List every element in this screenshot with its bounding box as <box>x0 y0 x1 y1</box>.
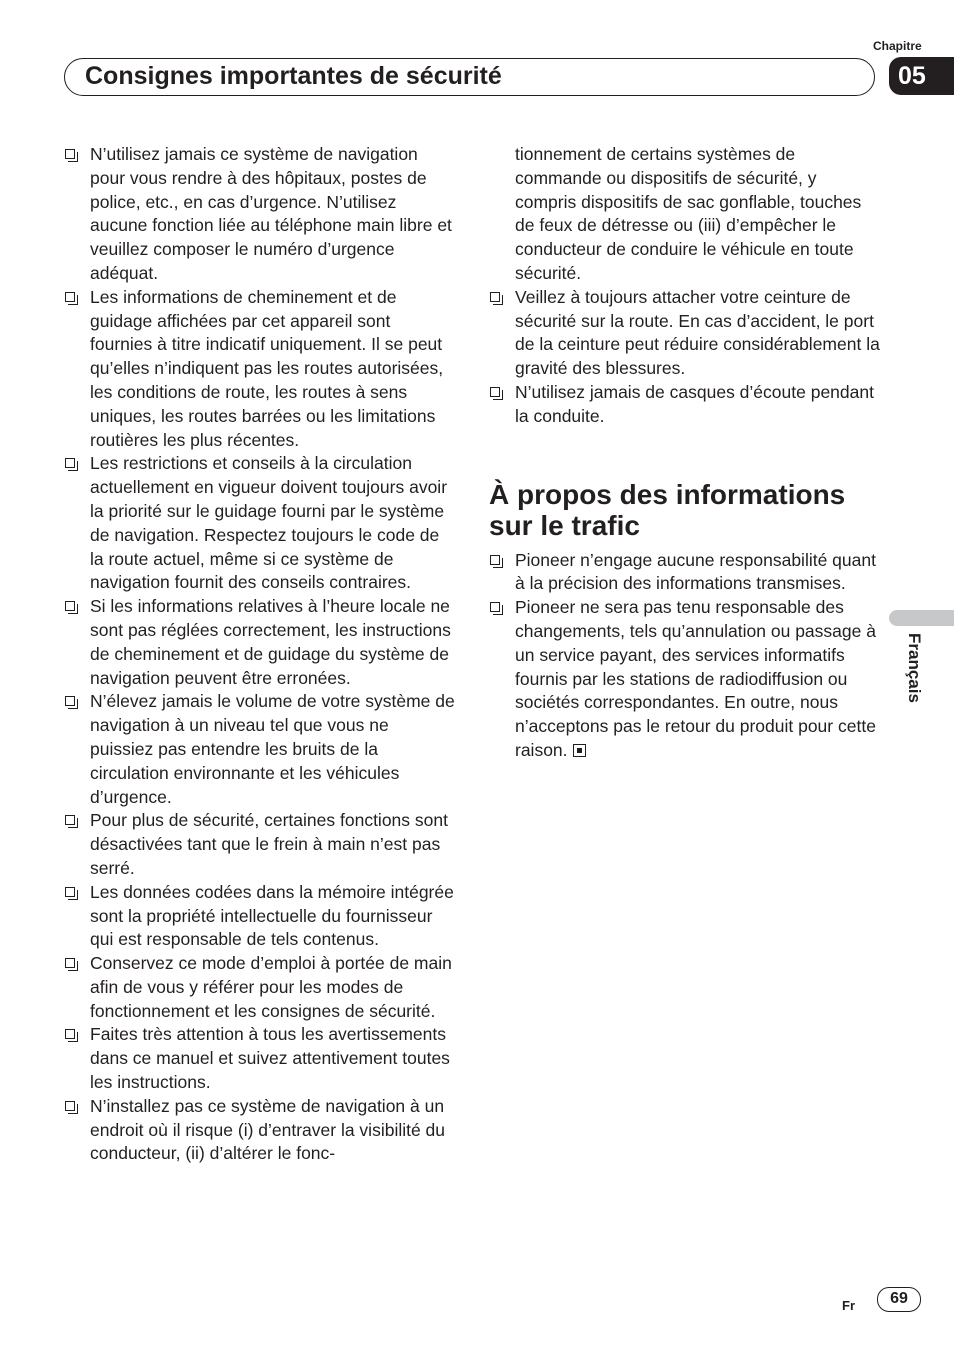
list-item <box>64 952 456 1023</box>
page-title: Consignes importantes de sécurité <box>85 62 502 90</box>
list-item <box>64 595 456 690</box>
checkbox-bullet-icon <box>65 887 75 897</box>
right-column <box>489 143 881 763</box>
section-heading: À propos des informations sur le trafic <box>489 478 846 542</box>
list-item <box>489 381 881 429</box>
list-item-text: N’élevez jamais le volume de votre système de navigation à un niveau tel que vous ne puissiez pas entendre les bruits de la circulation environnante et les véhicules d’urgence. <box>90 691 455 807</box>
language-tab <box>889 610 954 626</box>
checkbox-bullet-icon <box>490 555 500 565</box>
checkbox-bullet-icon <box>490 292 500 302</box>
page-number: 69 <box>877 1287 921 1312</box>
chapter-number-badge: 05 <box>889 57 954 95</box>
list-item <box>64 286 456 453</box>
checkbox-bullet-icon <box>65 815 75 825</box>
footer-language-code: Fr <box>842 1298 855 1313</box>
list-item <box>64 452 456 595</box>
checkbox-bullet-icon <box>490 602 500 612</box>
list-item-text: N’utilisez jamais ce système de navigation pour vous rendre à des hôpitaux, postes de police, etc., en cas d’urgence. N’utilisez aucune fonction liée au téléphone main libre et veuillez composer le numéro d’urgence adéquat. <box>90 144 452 283</box>
list-item-text: Pioneer n’engage aucune responsabilité quant à la précision des informations transmises. <box>515 549 876 594</box>
list-item-text: Conservez ce mode d’emploi à portée de main afin de vous y référer pour les modes de fonctionnement et les consignes de sécurité. <box>90 953 452 1021</box>
left-column <box>64 143 456 1166</box>
list-item <box>64 1095 456 1166</box>
list-item <box>64 809 456 880</box>
checkbox-bullet-icon <box>65 601 75 611</box>
list-item-text: Les informations de cheminement et de guidage affichées par cet appareil sont fournies à titre indicatif uniquement. Il se peut qu’elles n’indiquent pas les routes autorisées, les conditions de route, les routes à sens uniques, les routes barrées ou les limitations routières les plus récentes. <box>90 286 444 450</box>
list-item <box>64 1023 456 1094</box>
list-item-text: Les données codées dans la mémoire intégrée sont la propriété intellectuelle du fournisseur qui est responsable de tels contenus. <box>90 881 454 950</box>
list-item-text: N’utilisez jamais de casques d’écoute pendant la conduite. <box>515 381 874 426</box>
checkbox-bullet-icon <box>65 149 75 159</box>
list-item-continuation <box>489 143 881 286</box>
checkbox-bullet-icon <box>65 1029 75 1039</box>
checkbox-bullet-icon <box>65 696 75 706</box>
checkbox-bullet-icon <box>65 1101 75 1111</box>
language-label: Français <box>905 633 924 703</box>
end-of-section-icon <box>573 744 586 757</box>
section-header <box>64 58 875 96</box>
list-item-text: Les restrictions et conseils à la circulation actuellement en vigueur doivent toujours avoir la priorité sur le guidage fourni par le système de navigation. Respectez toujours le code de la route actuel, même si ce système de navigation fournit des conseils contraires. <box>90 453 448 593</box>
list-item-text: N’installez pas ce système de navigation à un endroit où il risque (i) d’entraver la visibilité du conducteur, (ii) d’altérer le fonc- <box>90 1095 446 1164</box>
list-item-text: Pioneer ne sera pas tenu responsable des changements, tels qu’annulation ou passage à un service payant, des services informatifs fournis par les stations de radiodiffusion ou sociétés correspondantes. En outre, nous n’acceptons pas le retour du produit pour cette raison. <box>515 597 876 760</box>
checkbox-bullet-icon <box>65 458 75 468</box>
chapter-label: Chapitre <box>873 39 922 53</box>
list-item <box>64 690 456 809</box>
checkbox-bullet-icon <box>490 387 500 397</box>
list-item <box>64 881 456 952</box>
list-item <box>489 596 881 763</box>
list-item-text: tionnement de certains systèmes de commande ou dispositifs de sécurité, y compris dispositifs de sac gonflable, touches de feux de détresse ou (iii) d’empêcher le conducteur de conduire le véhicule en toute sécurité. <box>515 144 862 283</box>
checkbox-bullet-icon <box>65 292 75 302</box>
list-item-text: Faites très attention à tous les avertissements dans ce manuel et suivez attentivement toutes les instructions. <box>90 1024 450 1093</box>
list-item <box>489 286 881 381</box>
list-item-text: Pour plus de sécurité, certaines fonctions sont désactivées tant que le frein à main n’est pas serré. <box>90 810 448 878</box>
list-item-text: Veillez à toujours attacher votre ceinture de sécurité sur la route. En cas d’accident, le port de la ceinture peut réduire considérablement la gravité des blessures. <box>515 286 880 379</box>
checkbox-bullet-icon <box>65 958 75 968</box>
list-item-text: Si les informations relatives à l’heure locale ne sont pas réglées correctement, les instructions de cheminement et de guidage du système de navigation peuvent être erronées. <box>90 596 451 688</box>
list-item <box>64 143 456 286</box>
list-item <box>489 549 881 597</box>
